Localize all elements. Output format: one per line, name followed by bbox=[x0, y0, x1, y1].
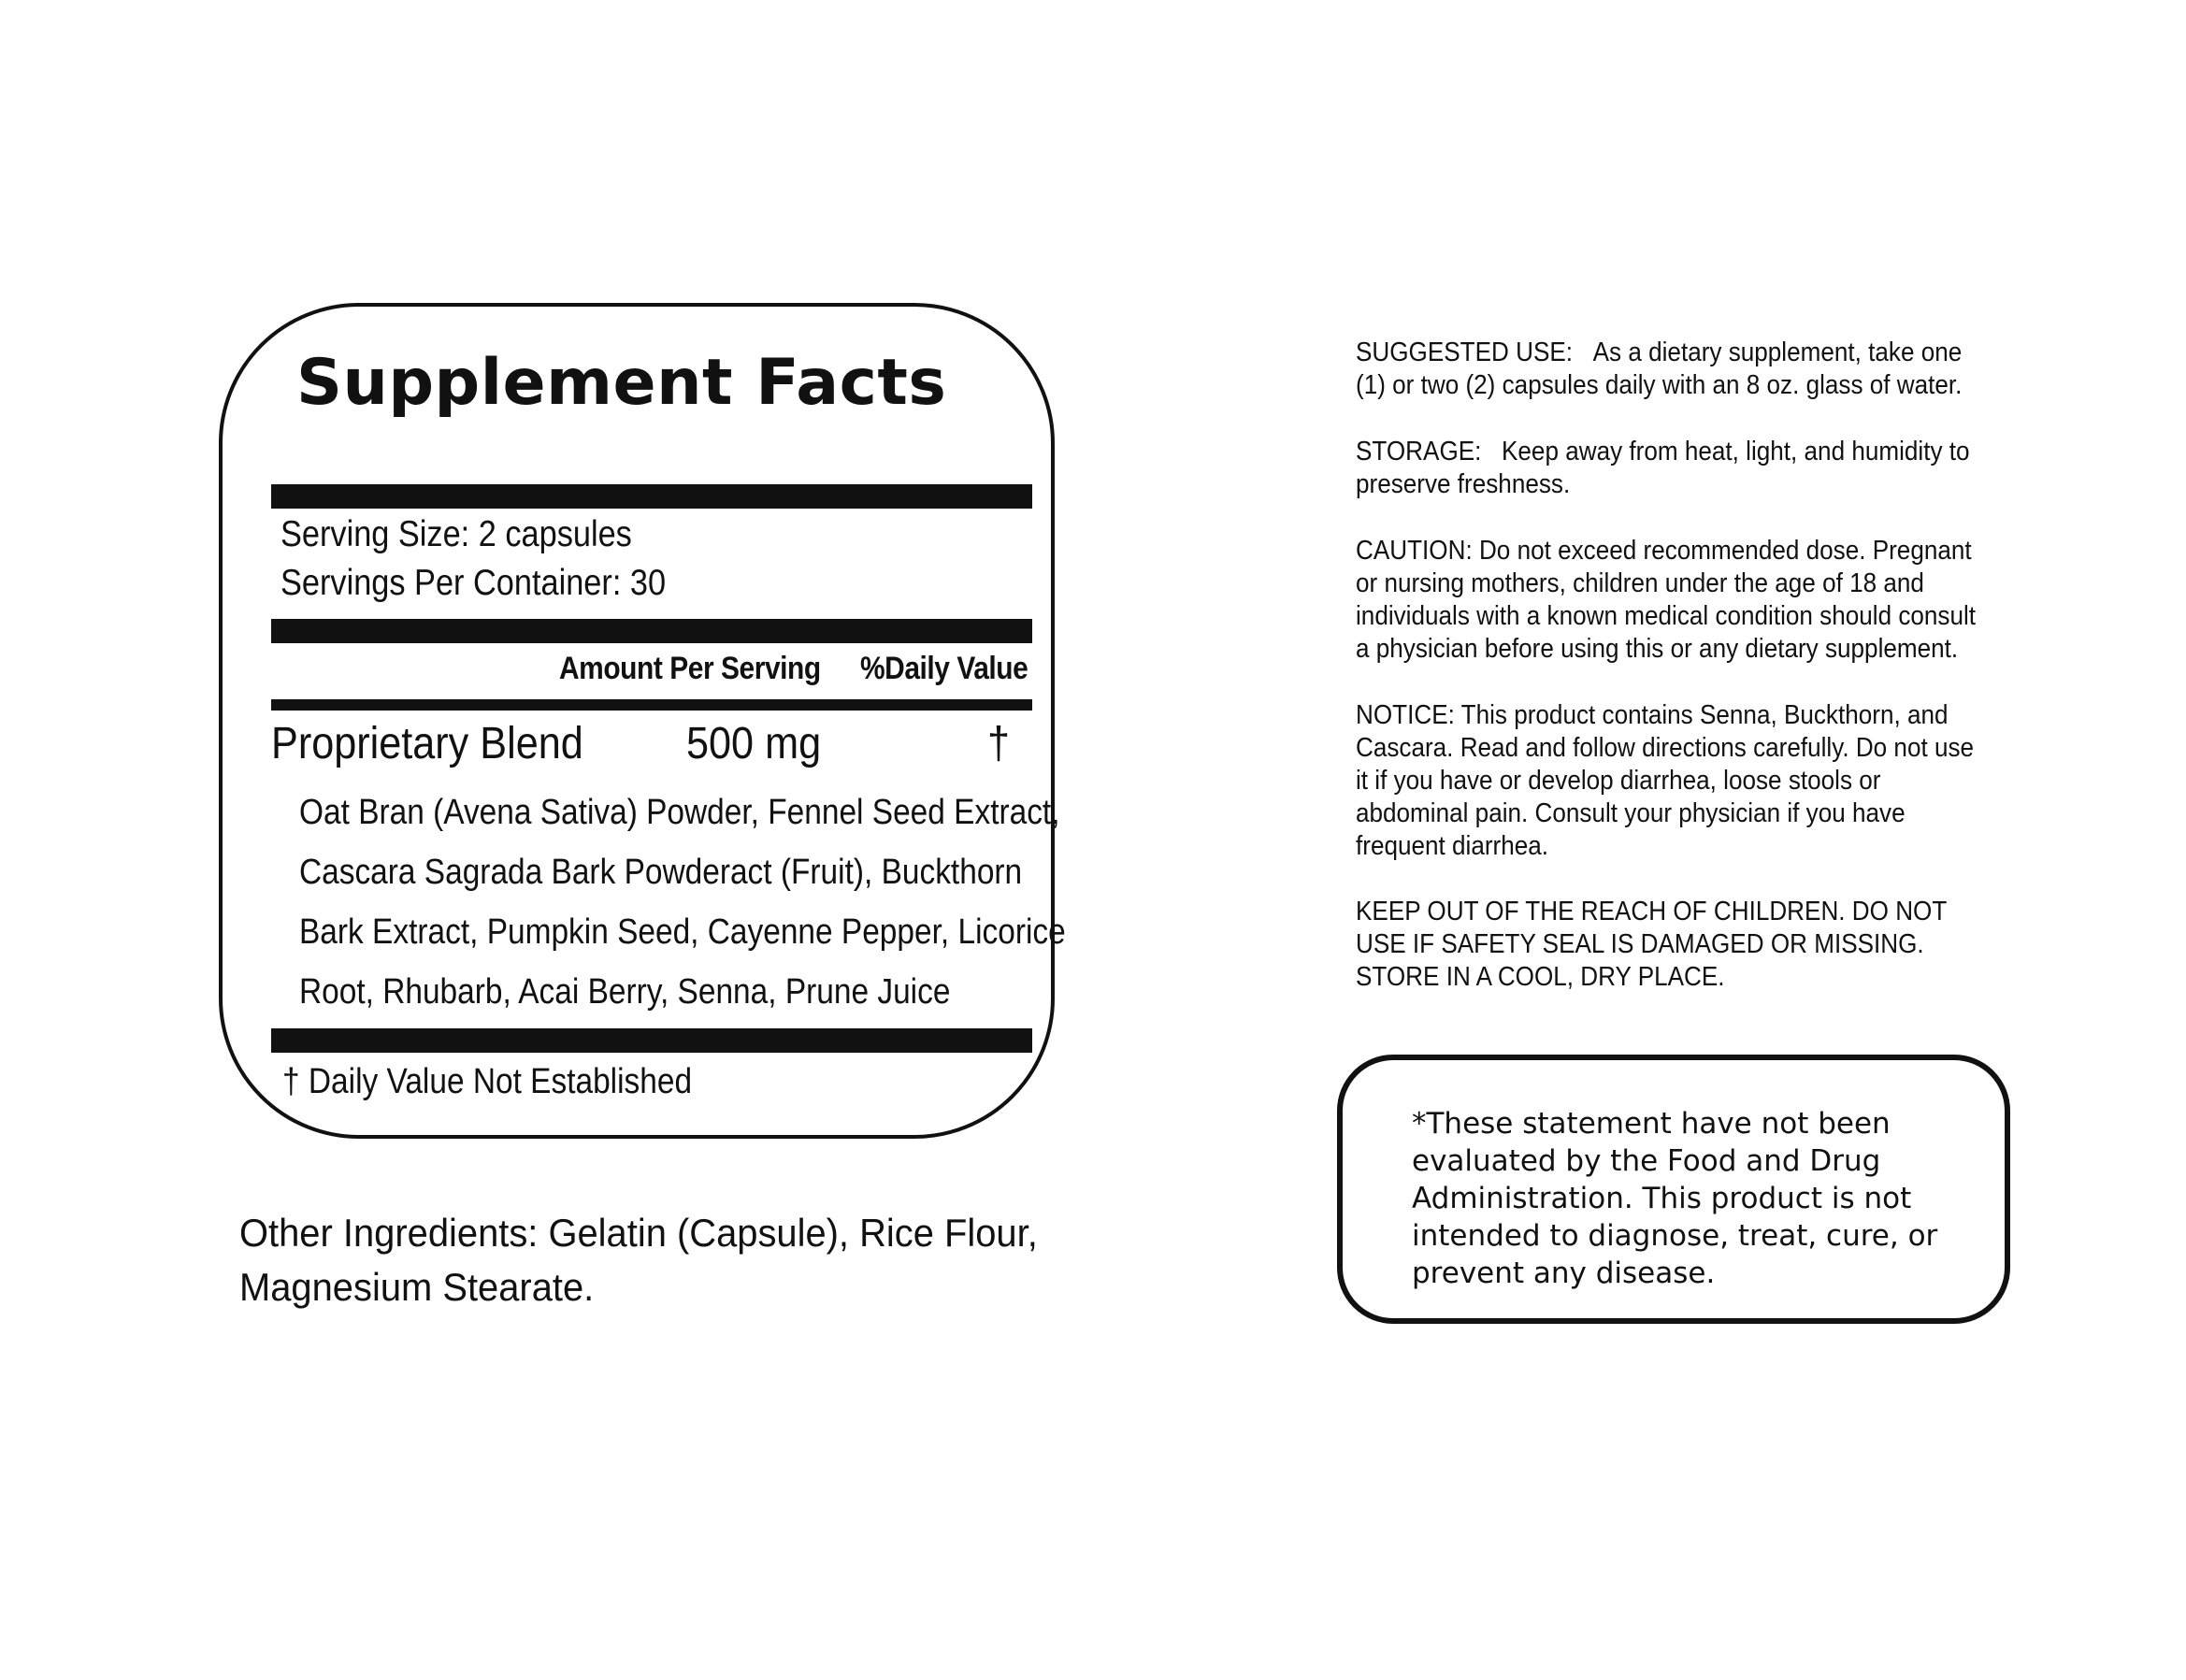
servings-per-container: Servings Per Container: 30 bbox=[280, 563, 667, 603]
fda-disclaimer-line: evaluated by the Food and Drug bbox=[1412, 1144, 1881, 1178]
fda-disclaimer-line: prevent any disease. bbox=[1412, 1256, 1716, 1290]
storage-text: preserve freshness. bbox=[1356, 469, 1571, 499]
caution-text: or nursing mothers, children under the age of 18 and bbox=[1356, 568, 1924, 598]
fda-disclaimer-line: Administration. This product is not bbox=[1412, 1182, 1912, 1215]
notice-text: abdominal pain. Consult your physician if you have bbox=[1356, 798, 1906, 828]
notice-text: frequent diarrhea. bbox=[1356, 831, 1549, 861]
notice-label: NOTICE: bbox=[1356, 700, 1455, 730]
daily-value-header: %Daily Value bbox=[860, 651, 1028, 686]
thick-divider-bottom bbox=[271, 1028, 1032, 1053]
thick-divider-top bbox=[271, 484, 1032, 509]
fda-disclaimer-line: intended to diagnose, treat, cure, or bbox=[1412, 1219, 1938, 1253]
thick-divider-serving bbox=[271, 619, 1032, 643]
other-ingredients-line: Other Ingredients: Gelatin (Capsule), Rice Flour, bbox=[239, 1211, 1038, 1255]
proprietary-blend-amount: 500 mg bbox=[686, 719, 822, 768]
notice-text: it if you have or develop diarrhea, loose stools or bbox=[1356, 766, 1881, 796]
serving-size: Serving Size: 2 capsules bbox=[280, 514, 632, 554]
fda-disclaimer-box bbox=[1337, 1055, 2010, 1324]
proprietary-blend-daily-value: † bbox=[987, 719, 1011, 768]
daily-value-footnote: † Daily Value Not Established bbox=[282, 1062, 693, 1101]
keep-out-text: STORE IN A COOL, DRY PLACE. bbox=[1356, 962, 1725, 992]
notice-text: This product contains Senna, Buckthorn, and bbox=[1460, 700, 1949, 730]
storage-block bbox=[1356, 436, 2029, 501]
suggested-use-label: SUGGESTED USE: bbox=[1356, 337, 1574, 367]
fda-disclaimer-line: *These statement have not been bbox=[1412, 1107, 1891, 1141]
blend-ingredients-line: Cascara Sagrada Bark Powderact (Fruit), Buckthorn bbox=[299, 853, 1023, 892]
caution-block bbox=[1356, 535, 2029, 666]
caution-text: individuals with a known medical condition should consult bbox=[1356, 601, 1977, 631]
storage-label: STORAGE: bbox=[1356, 437, 1482, 467]
other-ingredients bbox=[239, 1206, 1128, 1314]
keep-out-of-reach-block bbox=[1356, 896, 2029, 994]
keep-out-text: KEEP OUT OF THE REACH OF CHILDREN. DO NOT bbox=[1356, 897, 1948, 926]
notice-text: Cascara. Read and follow directions carefully. Do not use bbox=[1356, 733, 1975, 763]
suggested-use-text: As a dietary supplement, take one bbox=[1592, 337, 1963, 367]
suggested-use-text: (1) or two (2) capsules daily with an 8 oz. glass of water. bbox=[1356, 370, 1963, 400]
caution-label: CAUTION: bbox=[1356, 536, 1473, 566]
blend-ingredients-line: Root, Rhubarb, Acai Berry, Senna, Prune Juice bbox=[299, 972, 951, 1012]
proprietary-blend-name: Proprietary Blend bbox=[271, 719, 583, 768]
supplement-facts-panel bbox=[219, 303, 1066, 1139]
caution-text: Do not exceed recommended dose. Pregnant bbox=[1478, 536, 1972, 566]
blend-ingredients-line: Oat Bran (Avena Sativa) Powder, Fennel Seed Extract, bbox=[299, 793, 1060, 832]
suggested-use-block bbox=[1356, 337, 2029, 402]
storage-text: Keep away from heat, light, and humidity to bbox=[1502, 437, 1970, 467]
notice-block bbox=[1356, 699, 2029, 863]
amount-per-serving-header: Amount Per Serving bbox=[559, 651, 821, 686]
supplement-facts-title: Supplement Facts bbox=[296, 346, 947, 420]
blend-ingredients-line: Bark Extract, Pumpkin Seed, Cayenne Pepper, Licorice bbox=[299, 912, 1066, 952]
keep-out-text: USE IF SAFETY SEAL IS DAMAGED OR MISSING. bbox=[1356, 929, 1924, 959]
fda-disclaimer-text bbox=[1412, 1105, 1937, 1292]
other-ingredients-line: Magnesium Stearate. bbox=[239, 1265, 595, 1309]
caution-text: a physician before using this or any dietary supplement. bbox=[1356, 634, 1959, 664]
thin-divider-header bbox=[271, 699, 1032, 711]
